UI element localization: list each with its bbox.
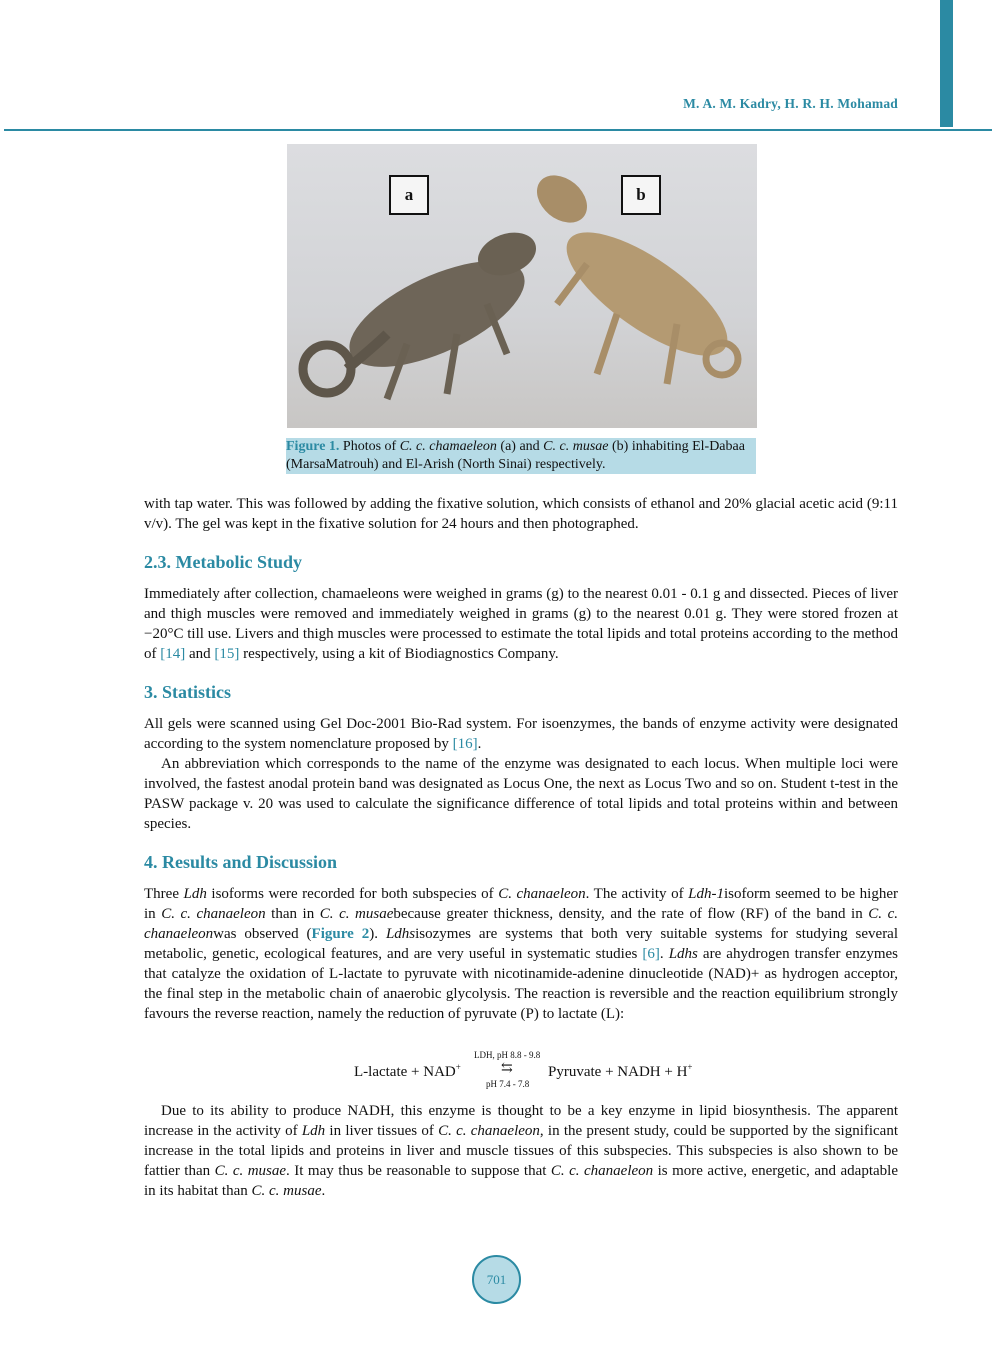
- text-run: An abbreviation which corresponds to the name of the enzyme was designated to each locus. When multiple loci were involved, the fastest anodal protein band was designated as Locus One, the next as Locus Two and so on. Student t-test in the PASW package v. 20 was used to calculate the significance difference of total lipids and total proteins within and between species.: [144, 756, 898, 832]
- text-run: C. c. chanaeleon: [550, 1163, 654, 1179]
- text-run: Three: [144, 886, 184, 902]
- text-run: Ldh: [301, 1123, 326, 1139]
- text-run: .: [477, 736, 482, 752]
- reaction-equation: [354, 1050, 754, 1090]
- text-run: Ldhs: [668, 946, 698, 962]
- text-run: .: [321, 1183, 326, 1199]
- text-run: All gels were scanned using Gel Doc-2001 Bio-Rad system. For isoenzymes, the bands of enzyme activity were designated according to the system nomenclature proposed by: [144, 716, 898, 752]
- text-run: Due to its ability to produce NADH, this enzyme is thought to be a key enzyme in lipid biosynthesis. The apparent increase in the activity of: [144, 1103, 898, 1139]
- header-accent-bar: [940, 0, 953, 127]
- text-run: isoform seemed to be higher in: [144, 886, 898, 922]
- paragraph: [144, 754, 898, 834]
- text-run: isozymes are systems that both very suitable systems for studying several metabolic, genetic, ecological features, and are very useful in systematic studies: [144, 926, 899, 962]
- section-heading: 2.3. Metabolic Study: [144, 552, 303, 572]
- paragraph: [144, 494, 898, 534]
- text-run: with tap water. This was followed by adding the fixative solution, which consists of ethanol and 20% glacial acetic acid (9:11 v/v). The gel was kept in the fixative solution for 24 hours and then photographed.: [144, 496, 898, 532]
- equation-right: Pyruvate + NADH + H+: [548, 1062, 693, 1080]
- figure-1-caption: [286, 438, 756, 474]
- citation-link[interactable]: [14]: [160, 646, 186, 662]
- citation-link[interactable]: [16]: [452, 736, 478, 752]
- paragraph: [144, 1101, 898, 1201]
- text-run: is more active, energetic, and adaptable in its habitat than: [144, 1163, 898, 1199]
- section-heading: 3. Statistics: [144, 682, 231, 702]
- figure-label-a: a: [389, 175, 429, 215]
- text-run: C. c. musae: [319, 906, 394, 922]
- text-run: than in: [265, 906, 320, 922]
- text-run: was observed (: [213, 926, 312, 942]
- text-run: Immediately after collection, chamaeleons were weighed in grams (g) to the nearest 0.01 - 0.1 g and dissected. Pieces of liver and thigh muscles were removed and immediately weighed in grams (g) to the nearest 0.01 g. They were stored frozen at −20°C till use. Livers and thigh muscles were processed to estimate the total lipids and total proteins according to the method of: [144, 586, 898, 662]
- text-run: isoforms were recorded for both subspecies of: [206, 886, 499, 902]
- text-run: in liver tissues of: [325, 1123, 439, 1139]
- paragraph: [144, 714, 898, 754]
- paragraph: [144, 584, 898, 664]
- header-divider: [4, 129, 992, 131]
- equation-top-condition: LDH, pH 8.8 - 9.8: [474, 1050, 541, 1060]
- text-run: (b) inhabiting El-Dabaa (MarsaMatrouh) and El-Arish (North Sinai) respectively.: [286, 439, 745, 472]
- text-run: C. c. chanaeleon: [144, 906, 898, 942]
- citation-link[interactable]: [6]: [642, 946, 660, 962]
- figure-label-b: b: [621, 175, 661, 215]
- text-run: .: [659, 946, 669, 962]
- text-run: ).: [369, 926, 386, 942]
- text-run: (a) and: [496, 439, 544, 454]
- text-run: C. c. chanaeleon: [161, 906, 266, 922]
- running-header-authors: M. A. M. Kadry, H. R. H. Mohamad: [683, 96, 898, 111]
- text-run: Ldh-1: [688, 886, 724, 902]
- equilibrium-arrow-icon: ⇆: [501, 1061, 513, 1076]
- text-run: respectively, using a kit of Biodiagnostics Company.: [239, 646, 559, 662]
- equation-left: L-lactate + NAD+: [354, 1062, 461, 1080]
- text-run: are ahydrogen transfer enzymes that catalyze the oxidation of L-lactate to pyruvate with nicotinamide-adenine dinucleotide (NAD)+ as hydrogen acceptor, the final step in the metabolic chain of anaerobic glycolysis. The reaction is reversible and the reaction equilibrium strongly favours the reverse reaction, namely the reduction of pyruvate (P) to lactate (L):: [144, 946, 899, 1022]
- text-run: C. chanaeleon: [498, 886, 586, 902]
- text-run: and: [185, 646, 215, 662]
- text-run: Ldh: [183, 886, 207, 902]
- text-run: . The activity of: [585, 886, 689, 902]
- citation-link[interactable]: Figure 2: [311, 926, 370, 942]
- section-heading: 4. Results and Discussion: [144, 852, 338, 872]
- chameleon-illustration: [287, 144, 757, 428]
- figure-label: Figure 1.: [286, 439, 340, 454]
- equation-bottom-condition: pH 7.4 - 7.8: [486, 1079, 530, 1089]
- citation-link[interactable]: [15]: [214, 646, 240, 662]
- text-run: C. c. chamaeleon: [399, 439, 497, 454]
- text-run: Photos of: [339, 439, 400, 454]
- text-run: C. c. musae: [214, 1163, 287, 1179]
- text-run: Ldhs: [385, 926, 416, 942]
- text-run: . It may thus be reasonable to suppose that: [286, 1163, 551, 1179]
- text-run: C. c. musae: [543, 439, 609, 454]
- page-number: 701: [472, 1255, 521, 1304]
- paragraph: [144, 884, 898, 1024]
- text-run: , in the present study, could be supported by the significant increase in the total lipids and proteins in liver and muscle tissues of this subspecies. This subspecies is also shown to be fattier than: [144, 1123, 899, 1179]
- text-run: C. c. musae: [251, 1183, 322, 1199]
- text-run: because greater thickness, density, and the rate of flow (RF) of the band in: [393, 906, 869, 922]
- figure-1-photo: [287, 144, 757, 428]
- text-run: C. c. chanaeleon: [438, 1123, 540, 1139]
